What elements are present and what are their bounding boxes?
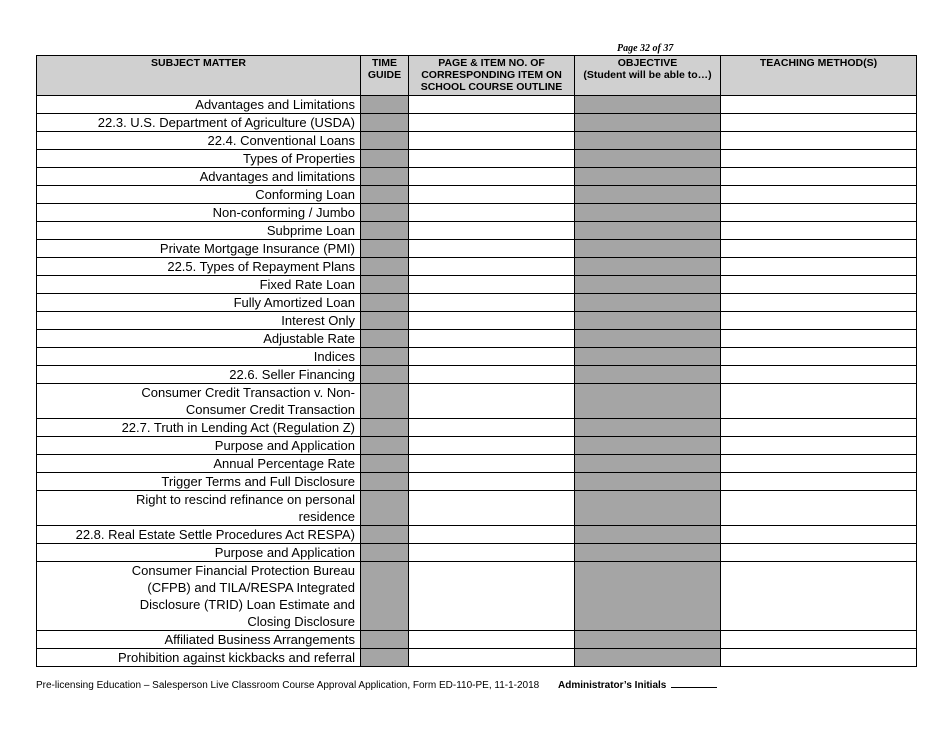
page-item-cell — [409, 455, 575, 473]
objective-cell — [575, 168, 721, 186]
subject-text: Consumer Credit Transaction — [185, 402, 355, 417]
table-row — [37, 240, 917, 258]
table-row — [37, 312, 917, 330]
header-objective: OBJECTIVE (Student will be able to…) — [575, 56, 721, 96]
subject-text: Closing Disclosure — [247, 614, 355, 629]
page-item-cell — [409, 240, 575, 258]
subject-text: Prohibition against kickbacks and referral — [117, 650, 355, 665]
subject-text: Fixed Rate Loan — [259, 277, 355, 292]
table-row — [37, 132, 917, 150]
objective-cell — [575, 348, 721, 366]
objective-cell — [575, 96, 721, 114]
subject-cell — [37, 222, 361, 240]
subject-cell — [37, 150, 361, 168]
objective-cell — [575, 631, 721, 649]
subject-text: 22.7. Truth in Lending Act (Regulation Z) — [121, 420, 355, 435]
page-item-cell — [409, 222, 575, 240]
subject-text: Purpose and Application — [214, 438, 355, 453]
teaching-method-cell — [721, 186, 917, 204]
time-guide-cell — [361, 186, 409, 204]
subject-cell — [37, 544, 361, 562]
subject-text: Subprime Loan — [266, 223, 355, 238]
page-item-cell — [409, 491, 575, 526]
objective-cell — [575, 222, 721, 240]
page-item-cell — [409, 473, 575, 491]
table-row — [37, 526, 917, 544]
subject-text: (CFPB) and TILA/RESPA Integrated — [147, 580, 355, 595]
page-item-cell — [409, 384, 575, 419]
objective-cell — [575, 473, 721, 491]
teaching-method-cell — [721, 294, 917, 312]
page-item-cell — [409, 348, 575, 366]
subject-cell — [37, 240, 361, 258]
table-row — [37, 491, 917, 526]
subject-text: Affiliated Business Arrangements — [164, 632, 355, 647]
objective-cell — [575, 186, 721, 204]
objective-cell — [575, 240, 721, 258]
time-guide-cell — [361, 330, 409, 348]
objective-cell — [575, 562, 721, 631]
time-guide-cell — [361, 419, 409, 437]
header-subject-matter: SUBJECT MATTER — [37, 56, 361, 96]
teaching-method-cell — [721, 366, 917, 384]
teaching-method-cell — [721, 437, 917, 455]
time-guide-cell — [361, 96, 409, 114]
objective-cell — [575, 132, 721, 150]
subject-text: Private Mortgage Insurance (PMI) — [159, 241, 355, 256]
time-guide-cell — [361, 312, 409, 330]
time-guide-cell — [361, 258, 409, 276]
teaching-method-cell — [721, 455, 917, 473]
table-row — [37, 348, 917, 366]
time-guide-cell — [361, 631, 409, 649]
page-item-cell — [409, 294, 575, 312]
page-item-cell — [409, 204, 575, 222]
objective-cell — [575, 544, 721, 562]
page-item-cell — [409, 419, 575, 437]
teaching-method-cell — [721, 631, 917, 649]
teaching-method-cell — [721, 114, 917, 132]
table-row — [37, 473, 917, 491]
subject-cell — [37, 204, 361, 222]
time-guide-cell — [361, 649, 409, 667]
page-item-cell — [409, 526, 575, 544]
subject-cell — [37, 186, 361, 204]
objective-cell — [575, 330, 721, 348]
time-guide-cell — [361, 204, 409, 222]
time-guide-cell — [361, 473, 409, 491]
page-item-cell — [409, 544, 575, 562]
teaching-method-cell — [721, 526, 917, 544]
page-item-cell — [409, 168, 575, 186]
table-row — [37, 330, 917, 348]
subject-text: Advantages and limitations — [199, 169, 355, 184]
objective-cell — [575, 294, 721, 312]
teaching-method-cell — [721, 204, 917, 222]
subject-text: 22.6. Seller Financing — [229, 367, 355, 382]
teaching-method-cell — [721, 168, 917, 186]
teaching-method-cell — [721, 312, 917, 330]
page-item-cell — [409, 150, 575, 168]
subject-text: Advantages and Limitations — [195, 97, 355, 112]
time-guide-cell — [361, 366, 409, 384]
subject-text: Consumer Credit Transaction v. Non- — [141, 385, 355, 400]
subject-text: Non-conforming / Jumbo — [212, 205, 355, 220]
objective-cell — [575, 258, 721, 276]
subject-text: residence — [298, 509, 355, 524]
subject-cell — [37, 168, 361, 186]
teaching-method-cell — [721, 419, 917, 437]
objective-cell — [575, 437, 721, 455]
page-item-cell — [409, 276, 575, 294]
time-guide-cell — [361, 544, 409, 562]
page-item-cell — [409, 631, 575, 649]
time-guide-cell — [361, 168, 409, 186]
teaching-method-cell — [721, 96, 917, 114]
page-item-cell — [409, 186, 575, 204]
teaching-method-cell — [721, 348, 917, 366]
subject-text: Trigger Terms and Full Disclosure — [161, 474, 355, 489]
page-item-cell — [409, 258, 575, 276]
page-item-cell — [409, 312, 575, 330]
objective-cell — [575, 312, 721, 330]
objective-cell — [575, 491, 721, 526]
table-row — [37, 649, 917, 667]
objective-cell — [575, 526, 721, 544]
time-guide-cell — [361, 114, 409, 132]
objective-cell — [575, 649, 721, 667]
subject-cell — [37, 96, 361, 114]
subject-cell — [37, 491, 361, 526]
subject-cell — [37, 258, 361, 276]
subject-cell — [37, 473, 361, 491]
table-row — [37, 258, 917, 276]
time-guide-cell — [361, 562, 409, 631]
subject-text: Interest Only — [281, 313, 355, 328]
table-header-row — [37, 56, 917, 96]
page-item-cell — [409, 114, 575, 132]
subject-cell — [37, 437, 361, 455]
teaching-method-cell — [721, 384, 917, 419]
table-row — [37, 631, 917, 649]
teaching-method-cell — [721, 132, 917, 150]
page-item-cell — [409, 96, 575, 114]
subject-text: 22.4. Conventional Loans — [207, 133, 355, 148]
objective-cell — [575, 204, 721, 222]
time-guide-cell — [361, 437, 409, 455]
subject-cell — [37, 330, 361, 348]
subject-text: Consumer Financial Protection Bureau — [131, 563, 355, 578]
subject-cell — [37, 114, 361, 132]
subject-cell — [37, 132, 361, 150]
table-row — [37, 114, 917, 132]
teaching-method-cell — [721, 276, 917, 294]
table-row — [37, 204, 917, 222]
footer — [36, 680, 717, 691]
subject-text: Annual Percentage Rate — [213, 456, 355, 471]
table-row — [37, 186, 917, 204]
time-guide-cell — [361, 150, 409, 168]
teaching-method-cell — [721, 330, 917, 348]
teaching-method-cell — [721, 240, 917, 258]
teaching-method-cell — [721, 258, 917, 276]
time-guide-cell — [361, 491, 409, 526]
subject-cell — [37, 312, 361, 330]
header-teaching-methods: TEACHING METHOD(S) — [721, 56, 917, 96]
table-row — [37, 150, 917, 168]
page-item-cell — [409, 649, 575, 667]
page-number: Page 32 of 37 — [617, 43, 674, 54]
table-row — [37, 384, 917, 419]
objective-cell — [575, 366, 721, 384]
teaching-method-cell — [721, 473, 917, 491]
form-identifier: Pre-licensing Education – Salesperson Live Classroom Course Approval Application, Form ED-110-PE, 11-1-2018 — [36, 680, 540, 691]
subject-text: Disclosure (TRID) Loan Estimate and — [139, 597, 355, 612]
subject-cell — [37, 419, 361, 437]
teaching-method-cell — [721, 491, 917, 526]
page-item-cell — [409, 330, 575, 348]
subject-cell — [37, 348, 361, 366]
table-row — [37, 96, 917, 114]
subject-text: Conforming Loan — [255, 187, 355, 202]
time-guide-cell — [361, 222, 409, 240]
teaching-method-cell — [721, 649, 917, 667]
subject-text: Right to rescind refinance on personal — [136, 492, 355, 507]
table-row — [37, 455, 917, 473]
table-row — [37, 168, 917, 186]
subject-text: Purpose and Application — [214, 545, 355, 560]
time-guide-cell — [361, 240, 409, 258]
subject-cell — [37, 276, 361, 294]
teaching-method-cell — [721, 544, 917, 562]
time-guide-cell — [361, 132, 409, 150]
subject-text: 22.3. U.S. Department of Agriculture (USDA) — [97, 115, 355, 130]
time-guide-cell — [361, 348, 409, 366]
subject-cell — [37, 562, 361, 631]
page-item-cell — [409, 132, 575, 150]
administrator-initials-label: Administrator’s Initials — [558, 680, 667, 691]
header-page-item: PAGE & ITEM NO. OF CORRESPONDING ITEM ON SCHOOL COURSE OUTLINE — [409, 56, 575, 96]
table-row — [37, 222, 917, 240]
subject-text: 22.8. Real Estate Settle Procedures Act RESPA) — [75, 527, 355, 542]
time-guide-cell — [361, 294, 409, 312]
header-time-guide: TIME GUIDE — [361, 56, 409, 96]
subject-text: Adjustable Rate — [263, 331, 355, 346]
subject-text: 22.5. Types of Repayment Plans — [167, 259, 355, 274]
time-guide-cell — [361, 276, 409, 294]
objective-cell — [575, 384, 721, 419]
subject-text: Fully Amortized Loan — [233, 295, 355, 310]
objective-cell — [575, 419, 721, 437]
subject-cell — [37, 366, 361, 384]
objective-cell — [575, 455, 721, 473]
subject-text: Indices — [313, 349, 355, 364]
time-guide-cell — [361, 526, 409, 544]
table-row — [37, 544, 917, 562]
subject-cell — [37, 631, 361, 649]
objective-cell — [575, 150, 721, 168]
time-guide-cell — [361, 384, 409, 419]
administrator-initials-field[interactable] — [671, 687, 717, 688]
table-row — [37, 419, 917, 437]
subject-cell — [37, 384, 361, 419]
teaching-method-cell — [721, 562, 917, 631]
table-row — [37, 294, 917, 312]
objective-cell — [575, 276, 721, 294]
time-guide-cell — [361, 455, 409, 473]
page-item-cell — [409, 562, 575, 631]
course-outline-table — [36, 55, 917, 667]
page-item-cell — [409, 366, 575, 384]
table-row — [37, 562, 917, 631]
subject-cell — [37, 294, 361, 312]
objective-cell — [575, 114, 721, 132]
table-row — [37, 276, 917, 294]
teaching-method-cell — [721, 222, 917, 240]
subject-cell — [37, 649, 361, 667]
table-row — [37, 366, 917, 384]
subject-text: Types of Properties — [243, 151, 355, 166]
subject-cell — [37, 526, 361, 544]
table-row — [37, 437, 917, 455]
page-item-cell — [409, 437, 575, 455]
subject-cell — [37, 455, 361, 473]
teaching-method-cell — [721, 150, 917, 168]
